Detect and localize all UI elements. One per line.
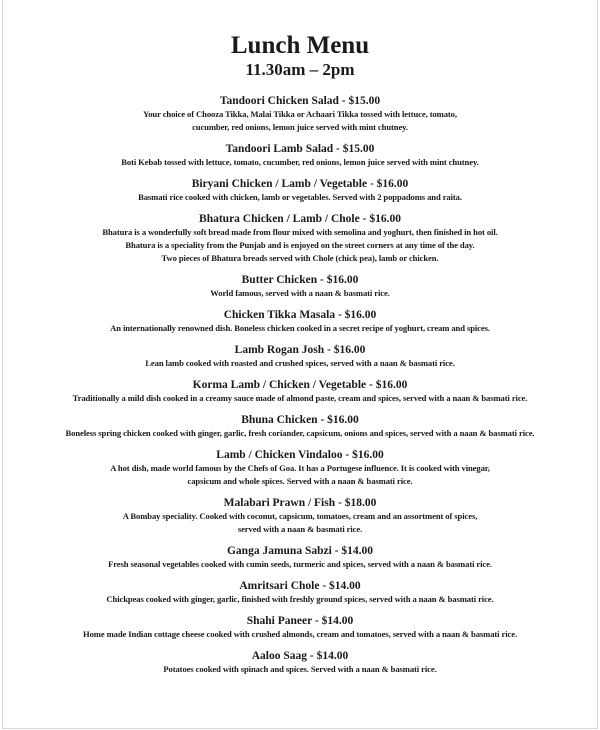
menu-item-name: Korma Lamb / Chicken / Vegetable - $16.00 <box>192 379 408 391</box>
menu-item-name: Ganga Jamuna Sabzi - $14.00 <box>226 545 373 557</box>
menu-item-description: An internationally renowned dish. Boneless chicken cooked in a secret recipe of yoghurt, cream and spices. <box>110 323 490 333</box>
menu-item <box>3 142 597 169</box>
menu-item <box>3 308 597 335</box>
menu-item <box>3 378 597 405</box>
menu-item-description: cucumber, red onions, lemon juice served with mint chutney. <box>192 122 408 132</box>
menu-item-description: Your choice of Chooza Tikka, Malai Tikka or Achaari Tikka tossed with lettuce, tomato, <box>143 109 457 119</box>
menu-item-description: Lean lamb cooked with roasted and crushed spices, served with a naan & basmati rice. <box>145 358 455 368</box>
menu-item-name: Amritsari Chole - $14.00 <box>239 580 361 592</box>
menu-item-description: World famous, served with a naan & basmati rice. <box>210 288 390 298</box>
menu-item-name: Malabari Prawn / Fish - $18.00 <box>223 497 377 509</box>
menu-item-name: Butter Chicken - $16.00 <box>241 274 359 286</box>
menu-item-name: Lamb Rogan Josh - $16.00 <box>234 344 366 356</box>
menu-item-name: Tandoori Lamb Salad - $15.00 <box>225 143 375 155</box>
menu-item-description: Basmati rice cooked with chicken, lamb or vegetables. Served with 2 poppadoms and raita. <box>138 192 462 202</box>
menu-item-name: Bhuna Chicken - $16.00 <box>241 414 359 426</box>
menu-item-description: Boneless spring chicken cooked with ginger, garlic, fresh coriander, capsicum, onions and spices, served with a naan & basmati rice. <box>65 428 535 438</box>
page-title: Lunch Menu <box>230 32 370 59</box>
menu-item-name: Lamb / Chicken Vindaloo - $16.00 <box>216 449 384 461</box>
menu-item-name: Tandoori Chicken Salad - $15.00 <box>219 95 381 107</box>
menu-item-name: Biryani Chicken / Lamb / Vegetable - $16.00 <box>191 178 409 190</box>
menu-item-description: Bhatura is a wonderfully soft bread made from flour mixed with semolina and yoghurt, then finished in hot oil. <box>102 227 498 237</box>
menu-item-description: A hot dish, made world famous by the Chefs of Goa. It has a Portugese influence. It is cooked with vinegar, <box>110 463 490 473</box>
menu-item <box>3 273 597 300</box>
menu-item <box>3 212 597 265</box>
menu-item <box>3 614 597 641</box>
menu-item <box>3 94 597 134</box>
menu-item-name: Bhatura Chicken / Lamb / Chole - $16.00 <box>199 213 401 225</box>
menu-item-name: Aaloo Saag - $14.00 <box>251 650 349 662</box>
menu-item-description: capsicum and whole spices. Served with a naan & basmati rice. <box>187 476 413 486</box>
menu-item <box>3 649 597 676</box>
menu-item-description: Chickpeas cooked with ginger, garlic, finished with freshly ground spices, served with a naan & basmati rice. <box>106 594 494 604</box>
menu-item-name: Shahi Paneer - $14.00 <box>246 615 354 627</box>
menu-item <box>3 343 597 370</box>
menu-item <box>3 413 597 440</box>
menu-item-name: Chicken Tikka Masala - $16.00 <box>223 309 377 321</box>
menu-item <box>3 579 597 606</box>
menu-item-description: Two pieces of Bhatura breads served with Chole (chick pea), lamb or chicken. <box>161 253 439 263</box>
menu-item-description: Traditionally a mild dish cooked in a creamy sauce made of almond paste, cream and spices, served with a naan & basmati rice. <box>72 393 528 403</box>
menu-list <box>3 94 597 684</box>
menu-item-description: Fresh seasonal vegetables cooked with cumin seeds, turmeric and spices, served with a naan & basmati rice. <box>108 559 492 569</box>
menu-item-description: Home made Indian cottage cheese cooked with crushed almonds, cream and tomatoes, served with a naan & basmati rice. <box>83 629 517 639</box>
menu-item-description: served with a naan & basmati rice. <box>237 524 363 534</box>
lunch-hours: 11.30am – 2pm <box>245 60 355 79</box>
menu-item-description: Bhatura is a speciality from the Punjab and is enjoyed on the street corners at any time of the day. <box>125 240 475 250</box>
menu-item-description: A Bombay speciality. Cooked with coconut, capsicum, tomatoes, cream and an assortment of spices, <box>122 511 478 521</box>
menu-item <box>3 448 597 488</box>
menu-item <box>3 544 597 571</box>
menu-item <box>3 177 597 204</box>
menu-item-description: Potatoes cooked with spinach and spices. Served with a naan & basmati rice. <box>163 664 437 674</box>
menu-item-description: Boti Kebab tossed with lettuce, tomato, cucumber, red onions, lemon juice served with mint chutney. <box>121 157 479 167</box>
menu-page <box>2 0 598 729</box>
menu-item <box>3 496 597 536</box>
